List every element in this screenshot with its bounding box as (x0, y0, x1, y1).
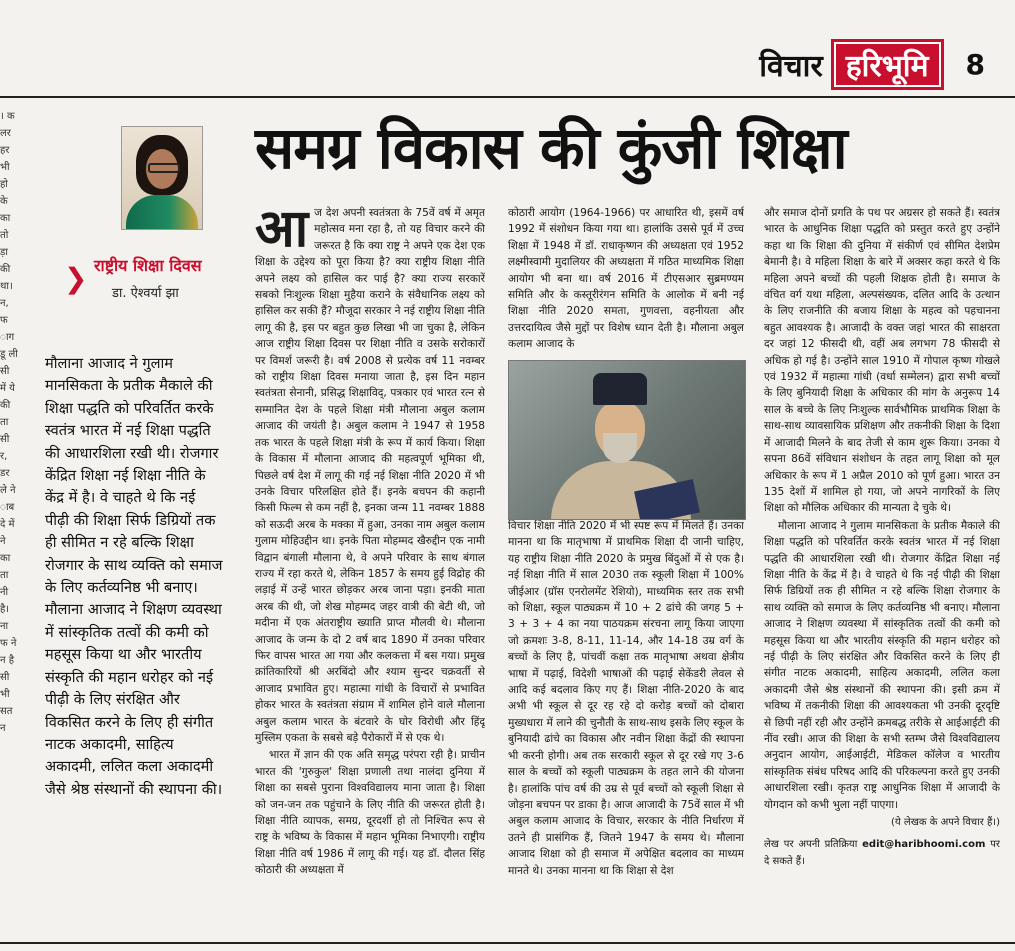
article-paragraph: कोठारी आयोग (1964-1966) पर आधारित थी, इसमें वर्ष 1992 में संशोधन किया गया था। हालांकि उससे पूर्व में उच्च शिक्षा में 1948 में डॉ. राधाकृष्णन की अध्यक्षता एवं 1952 लक्ष्मीस्वामी मुदालियर की अध्यक्षता में गठित माध्यमिक शिक्षा आयोग भी बना था। वर्ष 2016 में टीएसआर सुब्रमण्यम समिति और के कस्तूरीरंगन समिति के आलोक में बनी नई शिक्षा नीति 2020 समता, गुणवत्ता, वहनीयता और उत्तरदायित्व जैसे मुद्दों पर विशेष ध्यान देती है। मौलाना अबुल कलाम आजाद के (508, 207, 744, 351)
article-paragraph: विचार शिक्षा नीति 2020 में भी स्पष्ट रूप में मिलते हैं। उनका मानना था कि मातृभाषा में प्राथमिक शिक्षा दी जानी चाहिए, यह राष्ट्रीय शिक्षा नीति 2020 के प्रमुख बिंदुओं में से एक है। नई शिक्षा नीति में साल 2030 तक स्कूली शिक्षा में 100% जीईआर (ग्रॉस एनरोलमेंट रेशियो), माध्यमिक स्तर तक सभी को शिक्षा, स्कूल पाठ्यक्रम में 10 + 2 ढांचे की जगह 5 + 3 + 3 + 4 का नया पाठयक्रम संरचना लागू किया जाएगा जो क्रमशः 3-8, 8-11, 11-14, और 14-18 उम्र वर्ग के बच्चों के लिए है, पांचवीं कक्षा तक मातृभाषा अथवा क्षेत्रीय भाषा में पढ़ाई, विदेशी भाषाओं की पढ़ाई सेकेंडरी लेवल से आदि कई बदलाव किए गए हैं। शिक्षा नीति-2020 के बाद अभी भी स्कूल से दूर रह रहे दो करोड़ बच्चों को दोबारा मुख्यधारा में लाने की चुनौती के साथ-साथ इसके लिए स्कूल के बुनियादी ढांचे का विकास और नवीन शिक्षा केंद्रों की स्थापना भी करनी होगी। अब तक सरकारी स्कूल से दूर रखे गए 3-6 साल के बच्चों को स्कूली पाठ्यक्रम के तहत लाने की योजना है। हालांकि पांच वर्ष की उम्र से पूर्व बच्चों को स्कूली शिक्षा से जोड़ना बचपन पर डाका है। आज आजादी के 75वें साल में भी अबुल कलाम आजाद के विचार, सरकार के नीति निर्धारण में उतने ही प्रासंगिक हैं, जितने 1947 के समय थे। मौलाना आजाद शिक्षा को ही समाज में अपेक्षित बदलाव का माध्यम मानते थे। उनका मानना था कि शिक्षा से देश (508, 520, 744, 877)
pull-quote (45, 353, 223, 801)
section-label: विचार (759, 48, 823, 84)
pull-quote-text: मौलाना आजाद ने गुलाम मानसिकता के प्रतीक मैकाले की शिक्षा पद्धति को परिवर्तित करके स्वतंत्र भारत में नई शिक्षा पद्धति की आधारशिला रखी थी। रोजगार केंद्रित शिक्षा नई शिक्षा नीति के केंद्र में है। वे चाहते थे कि नई पीढ़ी की शिक्षा सिर्फ डिग्रियों तक ही सीमित न रहे बल्कि शिक्षा रोजगार के साथ व्यक्ति को समाज के लिए कर्तव्यनिष्ठ भी बनाए। मौलाना आजाद ने शिक्षण व्यवस्था में सांस्कृतिक तत्वों की कमी को महसूस किया था और भारतीय संस्कृति की महान धरोहर को नई पीढ़ी के लिए संरक्षित और विकसित करने के लिए ही संगीत नाटक अकादमी, साहित्य अकादमी, ललित कला अकादमी जैसे श्रेष्ठ संस्थानों की स्थापना की। (45, 355, 223, 798)
contact-suffix: पर दे सकते हैं। (764, 839, 1000, 867)
article-column-2 (508, 205, 744, 932)
article-paragraph: और समाज दोनों प्रगति के पथ पर अग्रसर हो सकते हैं। स्वतंत्र भारत के आधुनिक शिक्षा पद्धति को प्रस्तुत करते हुए उन्होंने कहा था कि शिक्षा की दुनिया में संकीर्ण एवं सीमित देशप्रेम बेमानी है। वे महिला शिक्षा के बारे में अक्सर कहा करते थे कि महिला अपने बच्चों की पहली शिक्षक होती है। समाज के वंचित वर्ग यथा महिला, अल्पसंख्यक, दलित आदि के उत्थान के लिए राजनीति की बजाय शिक्षा के महत्व को पहचानना बहुत आवश्यक है। आजादी के वक्त जहां भारत की साक्षरता दर जहां 12 फीसदी थी, वहीं अब लगभग 78 फीसदी से अधिक हो गई है। उन्होंने साल 1910 में गोपाल कृष्ण गोखले एवं 1932 में महात्मा गांधी (वर्धा सम्मेलन) द्वारा सभी बच्चों के लिए बुनियादी शिक्षा के अधिकार की मांग के अनुरूप 14 साल के बच्चे के लिए निःशुल्क सार्वभौमिक प्राथमिक शिक्षा के साथ-साथ व्यावसायिक प्रशिक्षण और तकनीकी शिक्षा के दिशा में आजादी मिलने के बाद तेजी से काम शुरू किया। उनका ये सपना 86वें संविधान संशोधन के तहत लागू शिक्षा को मूल अधिकार के रूप में 1 अप्रैल 2010 को पूर्ण हुआ। भारत उन 135 देशों में शामिल हो गया, जो अपने नागरिकों के लिए शिक्षा को मौलिक अधिकार की मान्यता दे चुके थे। (764, 207, 1000, 515)
adjacent-article-fragment: । क लर हर भी हो के का तो ड़ा की था। न, फ ाग डू ली सी में ये की ता सी र, डर ले ने ाब दे में ने का ता नी है। ना फ ने न है सी भी सत न (0, 111, 18, 734)
portrait-illustration (508, 360, 746, 520)
chevron-icon: ❯ (64, 262, 88, 295)
article-paragraph: ज देश अपनी स्वतंत्रता के 75वें वर्ष में अमृत महोत्सव मना रहा है, तो यह विचार करने की जरूरत है कि क्या राष्ट्र ने अपने एक देश एक शिक्षा के उद्देश्य को पूरा किया है? क्या राष्ट्रीय शिक्षा नीति अपने लक्ष्य को हासिल कर पाई है? क्या राज्य सरकारें सबको निःशुल्क शिक्षा मुहैया कराने के संवैधानिक लक्ष्य को हासिल कर सकी हैं? मौजूदा सरकार ने नई राष्ट्रीय शिक्षा नीति लागू की है, इस पर बहुत कुछ लिखा भी जा चुका है, लेकिन आज राष्ट्रीय शिक्षा दिवस पर शिक्षा नीति व उसके सरोकारों पर विमर्श जरूरी है। वर्ष 2008 से प्रत्येक वर्ष 11 नवम्बर को राष्ट्रीय शिक्षा दिवस मनाया जाता है, इस दिन महान स्वतंत्रता सेनानी, प्रसिद्ध शिक्षाविद्, पत्रकार एवं भारत रत्न से सम्मानित देश के पहले शिक्षा मंत्री मौलाना अबुल कलाम आजाद की जयंती है। अबुल कलाम ने 1947 से 1958 तक भारत के पहले शिक्षा मंत्री के रूप में कार्य किया। शिक्षा के विकास में मौलाना आजाद की महत्वपूर्ण भूमिका थी, पिछले वर्ष देश में लागू की गई नई शिक्षा नीति 2020 में भी उनके विचार परिलक्षित होते हैं। इनके बचपन की कहानी किसी फिल्म से कम नहीं है, इनका जन्म 11 नवम्बर 1888 को सऊदी अरब के मक्का में हुआ, उनका नाम अबुल कलाम गुलाम मोहिउद्दीन था। इनके पिता मोहम्मद खैरुद्दीन एक नामी विद्वान बंगाली मौलाना थे, वे अपने परिवार के साथ बंगाल राज्य में रहा करते थे, लेकिन 1857 के समय हुई विद्रोह की लड़ाई में उन्हें भारत छोड़कर अरब जाना पड़ा। इनकी माता अरब की थी, जो शेख मोहम्मद जहर वात्री की बेटी थी, जो मदीना में एक अंतराष्ट्रीय ख्याति प्राप्त मौलवी थे। मौलाना आजाद के जन्म के दो 2 वर्ष बाद 1890 में उनका परिवार फिर वापस भारत आ गया और कलकत्ता में बस गया। प्रमुख क्रांतिकारियों श्री अरबिंदो और श्याम सुन्दर चक्रवर्ती से आजाद प्रभावित हुए। महात्मा गांधी के विचारों से प्रभावित होकर भारत के स्वतंत्रता संग्राम में शामिल होने वाले मौलाना अबुल कलाम भारत के बंटवारे के घोर विरोधी और हिंदू मुस्लिम एकता के सबसे बड़े पैरोकारों में से एक थे। (255, 207, 485, 744)
bottom-rule (0, 942, 1015, 944)
article-column-1 (255, 205, 485, 932)
page-header (759, 42, 985, 86)
brand-logo: हरिभूमि (831, 39, 944, 90)
top-rule (0, 96, 1015, 98)
headline: समग्र विकास की कुंजी शिक्षा (255, 114, 847, 182)
page-number: 8 (965, 47, 985, 81)
author-note: (ये लेखक के अपने विचार हैं।) (891, 817, 1000, 829)
contact-line (764, 837, 1000, 870)
column-tag: राष्ट्रीय शिक्षा दिवस (94, 256, 202, 275)
article-column-3 (764, 205, 1000, 932)
author-photo (121, 126, 203, 230)
contact-email[interactable]: edit@haribhoomi.com (862, 839, 986, 851)
author-name: डा. ऐश्वर्या झा (112, 286, 179, 301)
article-paragraph: भारत में ज्ञान की एक अति समृद्ध परंपरा रही है। प्राचीन भारत की 'गुरुकुल' शिक्षा प्रणाली तथा नालंदा दुनिया में शिक्षा का सबसे पुराना विश्वविद्यालय माना जाता है। शिक्षा को जन-जन तक पहुंचाने के लिए नीति की जरूरत होती है। शिक्षा नीति व्यापक, समग्र, दूरदर्शी हो तो निश्चित रूप से राष्ट्र के भविष्य के विकास में महान भूमिका निभाएगी। राष्ट्रीय शिक्षा नीति वर्ष 1986 में लागू की गई। यह डॉ. दौलत सिंह कोठारी की अध्यक्षता में (255, 749, 485, 877)
drop-cap: आ (255, 205, 309, 259)
article-paragraph: मौलाना आजाद ने गुलाम मानसिकता के प्रतीक मैकाले की शिक्षा पद्धति को परिवर्तित करके स्वतंत्र भारत में नई शिक्षा पद्धति की आधारशिला रखी थी। रोजगार केंद्रित शिक्षा नई शिक्षा नीति के केंद्र में है। वे चाहते थे कि नई पीढ़ी की शिक्षा सिर्फ डिग्रियों तक ही सीमित न रहे बल्कि शिक्षा रोजगार के साथ व्यक्ति को समाज के लिए कर्तव्यनिष्ठ भी बनाए। मौलाना आजाद ने शिक्षण व्यवस्था में सांस्कृतिक तत्वों की कमी को महसूस किया था और भारतीय संस्कृति की महान धरोहर को नई पीढ़ी के लिए संरक्षित और विकसित करने के लिए ही संगीत नाटक अकादमी, साहित्य अकादमी, ललित कला अकादमी जैसे श्रेष्ठ संस्थानों की स्थापना की। इसी क्रम में भविष्य में तकनीकी शिक्षा की आवश्यकता भी उनकी दूरदृष्टि से छिपी नहीं रही और उन्होंने क्रमबद्ध तरीके से आईआईटी की नींव रखी। आज की शिक्षा के सभी स्तम्भ जैसे विश्वविद्यालय अनुदान आयोग, आईआईटी, मेडिकल कॉलेज व भारतीय सांस्कृतिक संबंध परिषद आदि की परिकल्पना करते हुए उनकी आधारशिला रखी। कृतज्ञ राष्ट्र आधुनिक शिक्षा में आजादी के योगदान को कभी भुला नहीं पाएगा। (764, 519, 1000, 811)
contact-prefix: लेख पर अपनी प्रतिक्रिया (764, 839, 858, 851)
